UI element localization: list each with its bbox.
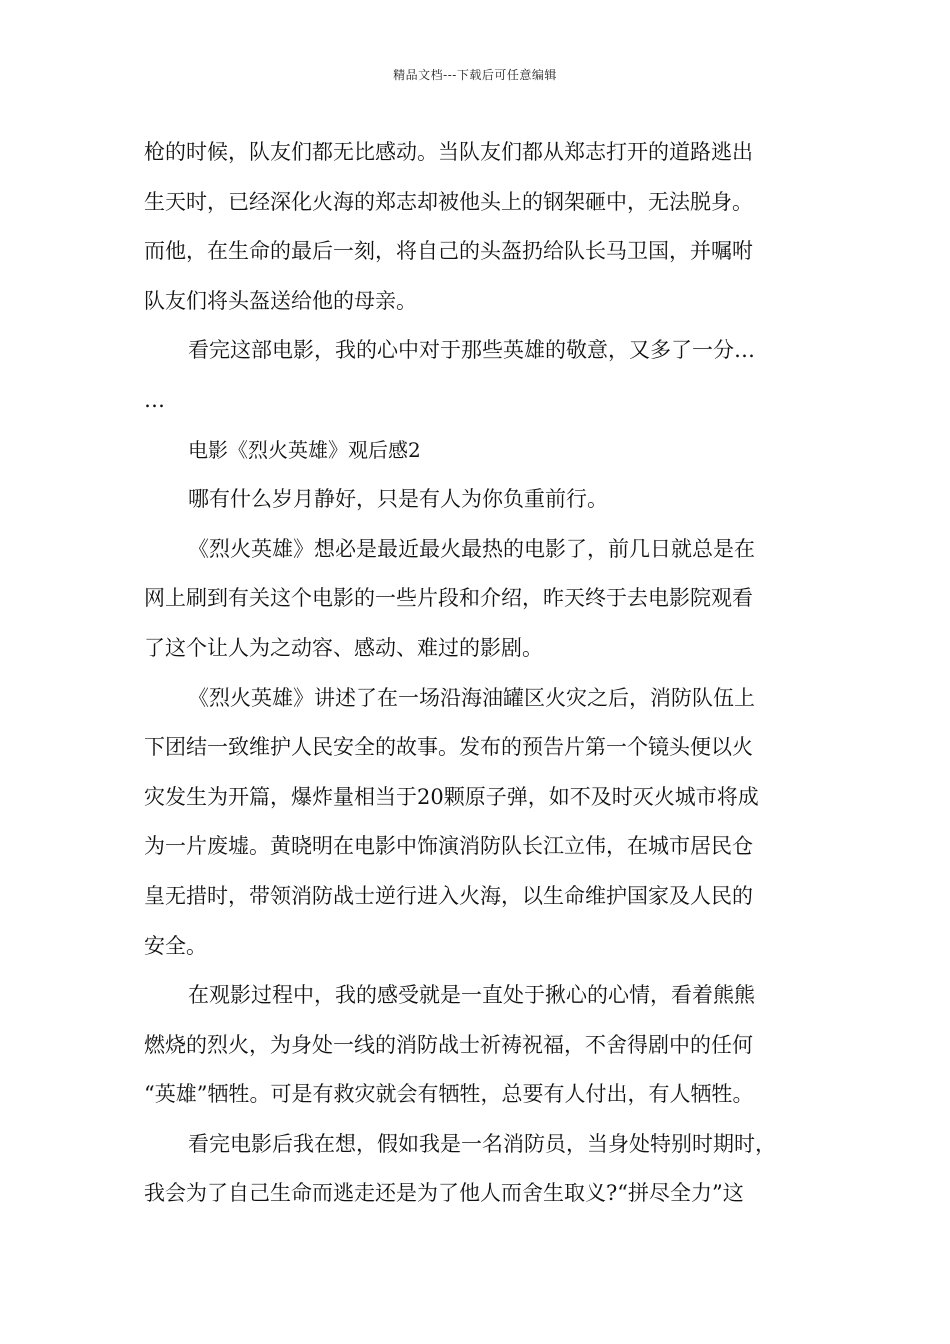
text-line: … [144,387,165,412]
text-line: 为一片废墟。黄晓明在电影中饰演消防队长江立伟，在城市居民仓 [144,834,753,859]
text-line: 生天时，已经深化火海的郑志却被他头上的钢架砸中，无法脱身。 [144,189,753,214]
text-line: 灾发生为开篇，爆炸量相当于20颗原子弹，如不及时灭火城市将成 [144,784,759,809]
text-line: 而他，在生命的最后一刻，将自己的头盔扔给队长马卫国，并嘱咐 [144,239,753,264]
text-line: 皇无措时，带领消防战士逆行进入火海，以生命维护国家及人民的 [144,883,753,908]
text-line: 队友们将头盔送给他的母亲。 [144,288,417,313]
section-heading: 电影《烈火英雄》观后感2 [188,437,421,462]
text-line: 安全。 [144,933,207,958]
text-line: 枪的时候，队友们都无比感动。当队友们都从郑志打开的道路逃出 [144,140,753,164]
text-line: 看完这部电影，我的心中对于那些英雄的敬意，又多了一分… [188,338,755,363]
text-line: 下团结一致维护人民安全的故事。发布的预告片第一个镜头便以火 [144,735,753,760]
text-line: 《烈火英雄》想必是最近最火最热的电影了，前几日就总是在 [188,536,755,561]
text-line: 网上刷到有关这个电影的一些片段和介绍，昨天终于去电影院观看 [144,586,753,611]
text-line: 哪有什么岁月静好，只是有人为你负重前行。 [188,487,608,512]
text-line: 了这个让人为之动容、感动、难过的影剧。 [144,635,543,660]
page-header: 精品文档---下载后可任意编辑 [393,68,557,82]
text-line: 看完电影后我在想，假如我是一名消防员，当身处特别时期时， [188,1131,776,1156]
document-body [144,132,810,1223]
text-line: 我会为了自己生命而逃走还是为了他人而舍生取义?“拼尽全力”这 [144,1181,744,1206]
text-line: 在观影过程中，我的感受就是一直处于揪心的心情，看着熊熊 [188,983,755,1008]
text-line: 《烈火英雄》讲述了在一场沿海油罐区火灾之后，消防队伍上 [188,685,755,710]
text-line: “英雄”牺牲。可是有救灾就会有牺牲，总要有人付出，有人牺牲。 [144,1082,754,1107]
text-line: 燃烧的烈火，为身处一线的消防战士祈祷祝福，不舍得剧中的任何 [144,1032,753,1057]
